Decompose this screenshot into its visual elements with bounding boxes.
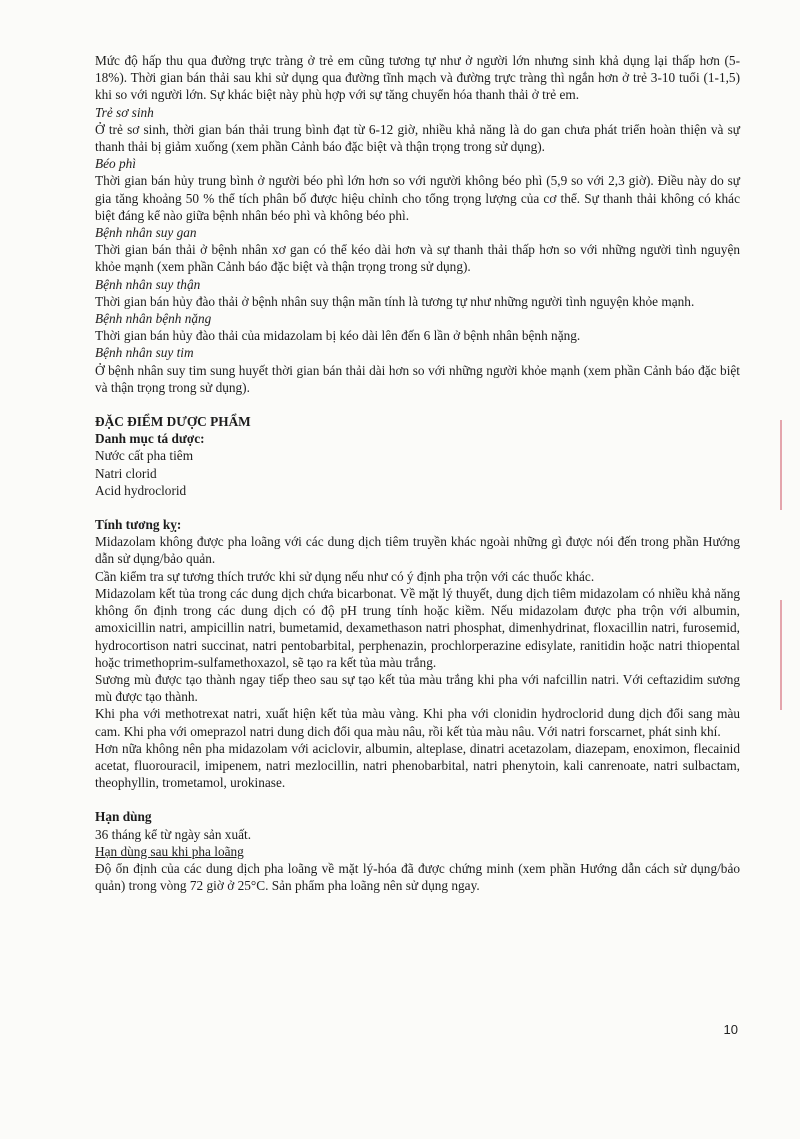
incompatibility-paragraph: Cần kiểm tra sự tương thích trước khi sử dụng nếu như có ý định pha trộn với các thuốc khác. (95, 568, 595, 584)
product-heading: ĐẶC ĐIỂM DƯỢC PHẨM (95, 414, 251, 430)
intro-paragraph: Mức độ hấp thu qua đường trực tràng ở trẻ em cũng tương tự như ở người lớn nhưng sinh khả dụng lại thấp hơn (5-18%). Thời gian bán thải sau khi sử dụng qua đường tĩnh mạch và đường trực tràng thì ngắn hơn ở trẻ 3-10 tuổi (1-1,5) khi so với người lớn. Sự khác biệt này phù hợp với sự tăng chuyển hóa thanh thải ở trẻ em. (95, 53, 740, 103)
section-text-neonate: Ở trẻ sơ sinh, thời gian bán thải trung bình đạt từ 6-12 giờ, nhiều khả năng là do gan chưa phát triển hoàn thiện và sự thanh thải bị giảm xuống (xem phần Cảnh báo đặc biệt và thận trọng trong sử dụng). (95, 121, 740, 155)
section-text-critical: Thời gian bán hủy đào thải của midazolam bị kéo dài lên đến 6 lần ở bệnh nhân bệnh nặng. (95, 328, 581, 344)
excipients-title: Danh mục tá dược: (95, 431, 205, 447)
excipient-item: Acid hydroclorid (95, 482, 187, 498)
section-title-neonate: Trẻ sơ sinh (95, 104, 154, 120)
incompatibility-paragraph: Sương mù được tạo thành ngay tiếp theo sau sự tạo kết tủa màu trắng khi pha với nafcillin natri. Với ceftazidim sương mù được tạo thành. (95, 671, 740, 705)
section-text-obesity: Thời gian bán hủy trung bình ở người béo phì lớn hơn so với người không béo phì (5,9 so với 2,3 giờ). Điều này do sự gia tăng khoảng 50 % thể tích phân bố được hiệu chỉnh cho tổng trọng lượng của cơ thể. Sự thanh thải không có khác biệt đáng kể nào giữa bệnh nhân béo phì và không béo phì. (95, 173, 740, 223)
section-text-heart: Ở bệnh nhân suy tim sung huyết thời gian bán thải dài hơn so với những người khỏe mạnh (xem phần Cảnh báo đặc biệt và thận trọng trong sử dụng). (95, 362, 740, 395)
page-number: 10 (723, 1022, 738, 1037)
stamp-edge-mark (780, 420, 800, 510)
shelf-life-title: Hạn dùng (95, 809, 152, 825)
section-title-hepatic: Bệnh nhân suy gan (95, 225, 197, 241)
document-body (95, 52, 740, 894)
incompatibility-paragraph: Khi pha với methotrexat natri, xuất hiện kết tủa màu vàng. Khi pha với clonidin hydroclorid dung dịch đổi sang màu cam. Khi pha với omeprazol natri dung dich đổi qua màu nâu, rồi kết tủa màu nâu. Với natri forscarnet, phát sinh khí. (95, 706, 740, 739)
incompatibility-title: Tính tương kỵ: (95, 517, 182, 533)
section-title-heart: Bệnh nhân suy tim (95, 345, 194, 361)
section-text-hepatic: Thời gian bán thải ở bệnh nhân xơ gan có thể kéo dài hơn và sự thanh thải thấp hơn so với những người tình nguyện khỏe mạnh (xem phần Cảnh báo đặc biệt và thận trọng trong sử dụng). (95, 242, 740, 275)
section-title-obesity: Béo phì (95, 156, 136, 172)
section-text-renal: Thời gian bán hủy đào thải ở bệnh nhân suy thận mãn tính là tương tự như những người tình nguyện khỏe mạnh. (95, 293, 695, 309)
excipient-item: Nước cất pha tiêm (95, 448, 194, 464)
incompatibility-paragraph: Midazolam không được pha loãng với các dung dịch tiêm truyền khác ngoài những gì được nói đến trong phần Hướng dẫn sử dụng/bảo quản. (95, 534, 740, 567)
excipient-item: Natri clorid (95, 465, 157, 481)
section-title-critical: Bệnh nhân bệnh nặng (95, 311, 212, 327)
section-title-renal: Bệnh nhân suy thận (95, 276, 201, 292)
shelf-life-text: 36 tháng kể từ ngày sản xuất. (95, 826, 252, 842)
stamp-edge-mark (780, 600, 800, 710)
after-dilution-title: Hạn dùng sau khi pha loãng (95, 843, 244, 859)
after-dilution-text: Độ ổn định của các dung dịch pha loãng về mặt lý-hóa đã được chứng minh (xem phần Hướng dẫn cách sử dụng/bảo quản) trong vòng 72 giờ ở 25°C. Sản phẩm pha loãng nên sử dụng ngay. (95, 860, 740, 894)
incompatibility-paragraph: Hơn nữa không nên pha midazolam với aciclovir, albumin, alteplase, dinatri acetazolam, diazepam, enoximon, flecainid acetat, fluorouracil, imipenem, natri mezlocillin, natri phenobarbital, natri phenytoin, kali canrenoate, natri sulbactam, theophyllin, trometamol, urokinase. (95, 740, 740, 791)
incompatibility-paragraph: Midazolam kết tủa trong các dung dịch chứa bicarbonat. Về mặt lý thuyết, dung dịch tiêm midazolam có nhiều khả năng không ổn định trong các dung dịch có độ pH trung tính hoặc kiềm. Nếu midazolam được pha trộn với albumin, amoxicillin natri, ampicillin natri, bumetamid, dexamethason natri phosphat, dimenhydrinat, floxacillin natri, furosemid, hydrocortison natri succinat, natri pentobarbital, perphenazin, prochlorperazine edisylate, ranitidin hoặc natri thiopental hoặc trimethoprim-sulfamethoxazol, sẽ tạo ra kết tủa màu trắng. (95, 585, 740, 670)
